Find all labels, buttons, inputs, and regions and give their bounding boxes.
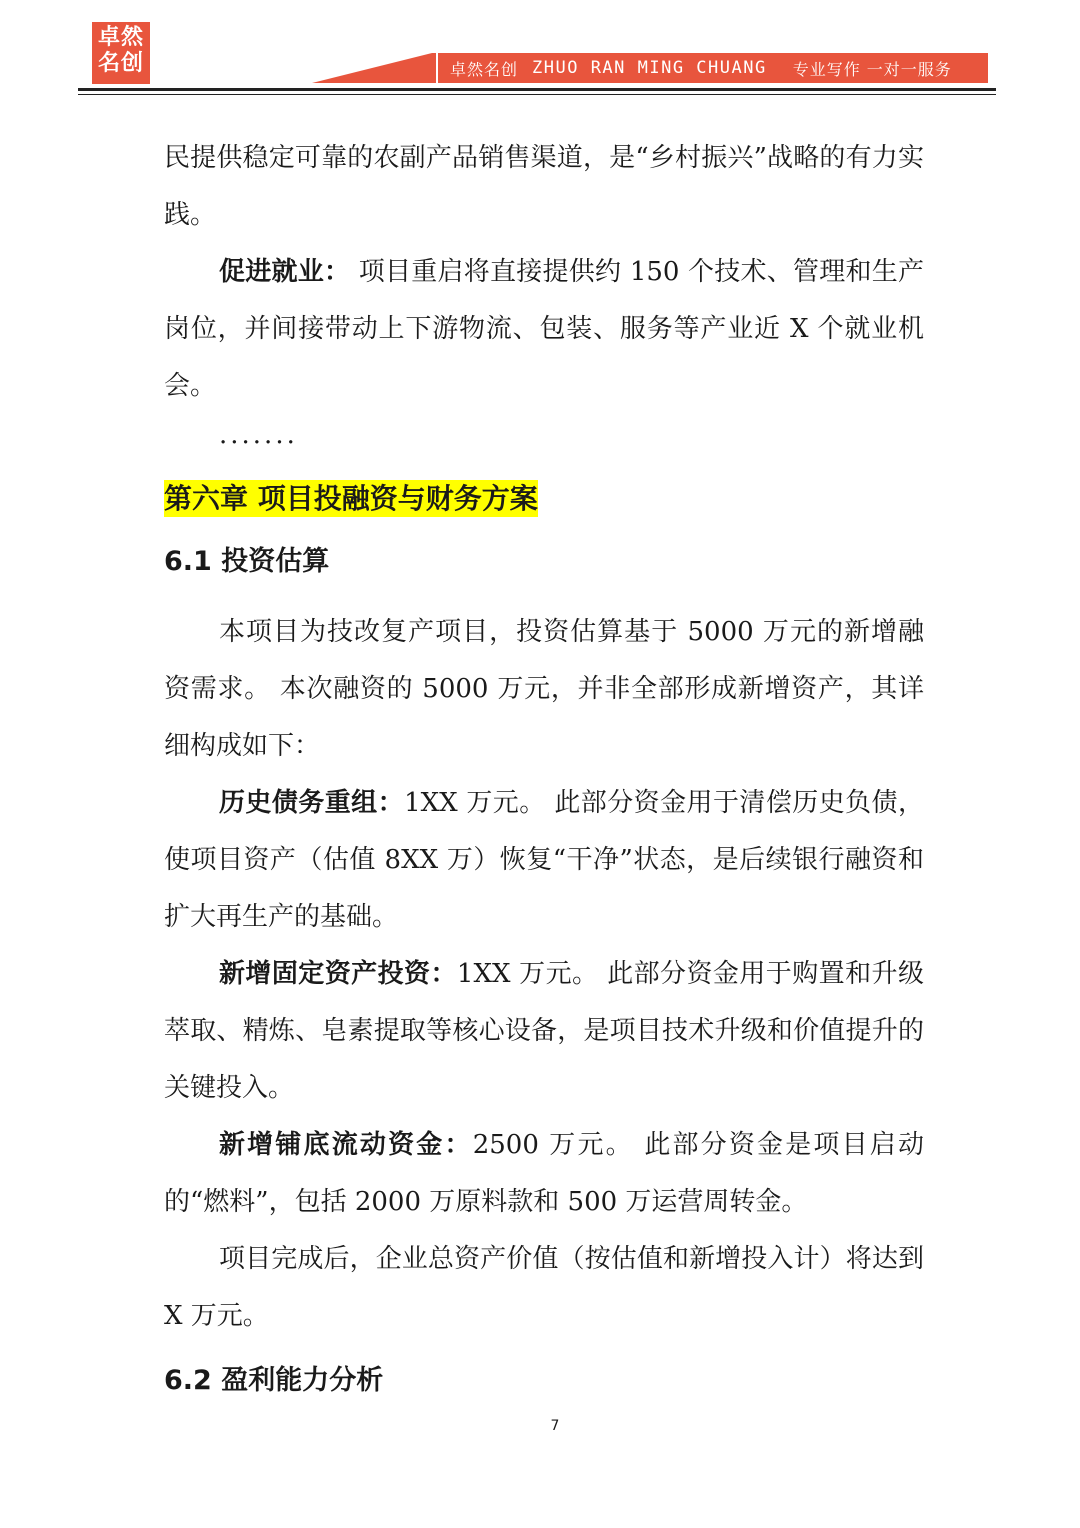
debt-text: 1XX 万元。 此部分资金用于清偿历史负债，使项目资产（估值 8XX 万）恢复“干净”状态，是后续银行融资和扩大再生产的基础。	[164, 788, 924, 932]
logo-text-top: 卓然	[97, 25, 144, 50]
document-body	[164, 130, 924, 1411]
brand-slogan: 专业写作 一对一服务	[792, 59, 952, 79]
ellipsis: ·······	[219, 428, 298, 458]
employment-text: 项目重启将直接提供约 150 个技术、管理和生产岗位，并间接带动上下游物流、包装、服务等产业近 X 个就业机会。	[164, 257, 924, 401]
brand-name-en: ZHUO RAN MING CHUANG	[532, 58, 767, 78]
paragraph-invest-intro: 本项目为技改复产项目，投资估算基于 5000 万元的新增融资需求。 本次融资的 5000 万元，并非全部形成新增资产，其详细构成如下：	[164, 617, 924, 761]
paragraph-fixed-assets	[164, 946, 924, 1117]
section-heading-6-2: 6.2 盈利能力分析	[164, 1365, 384, 1396]
chapter-title-highlight: 第六章 项目投融资与财务方案	[164, 482, 538, 515]
paragraph-working-capital	[164, 1117, 924, 1231]
fixed-assets-text: 1XX 万元。 此部分资金用于购置和升级萃取、精炼、皂素提取等核心设备，是项目技术升级和价值提升的关键投入。	[164, 959, 924, 1103]
working-capital-text: 2500 万元。 此部分资金是项目启动的“燃料”，包括 2000 万原料款和 500 万运营周转金。	[164, 1130, 924, 1217]
paragraph-debt	[164, 775, 924, 946]
chapter-title	[164, 474, 924, 524]
header-divider	[436, 53, 438, 83]
logo-text-bottom: 名创	[97, 51, 144, 76]
working-capital-label: 新增铺底流动资金：	[219, 1130, 473, 1160]
paragraph-continuation: 民提供稳定可靠的农副产品销售渠道，是“乡村振兴”战略的有力实践。	[164, 143, 924, 230]
header-rule-thick	[78, 88, 996, 91]
header-tagline	[440, 53, 988, 83]
section-heading-6-1: 6.1 投资估算	[164, 546, 330, 577]
brand-name-cn: 卓然名创	[450, 59, 519, 79]
company-logo	[92, 22, 150, 84]
fixed-assets-label: 新增固定资产投资：	[219, 959, 457, 989]
debt-label: 历史债务重组：	[219, 788, 405, 818]
paragraph-employment	[164, 244, 924, 415]
employment-label: 促进就业：	[219, 257, 351, 287]
paragraph-total-assets: 项目完成后，企业总资产价值（按估值和新增投入计）将达到 X 万元。	[164, 1244, 924, 1331]
header-rule-thin	[78, 94, 996, 95]
page-number: 7	[550, 1418, 560, 1434]
